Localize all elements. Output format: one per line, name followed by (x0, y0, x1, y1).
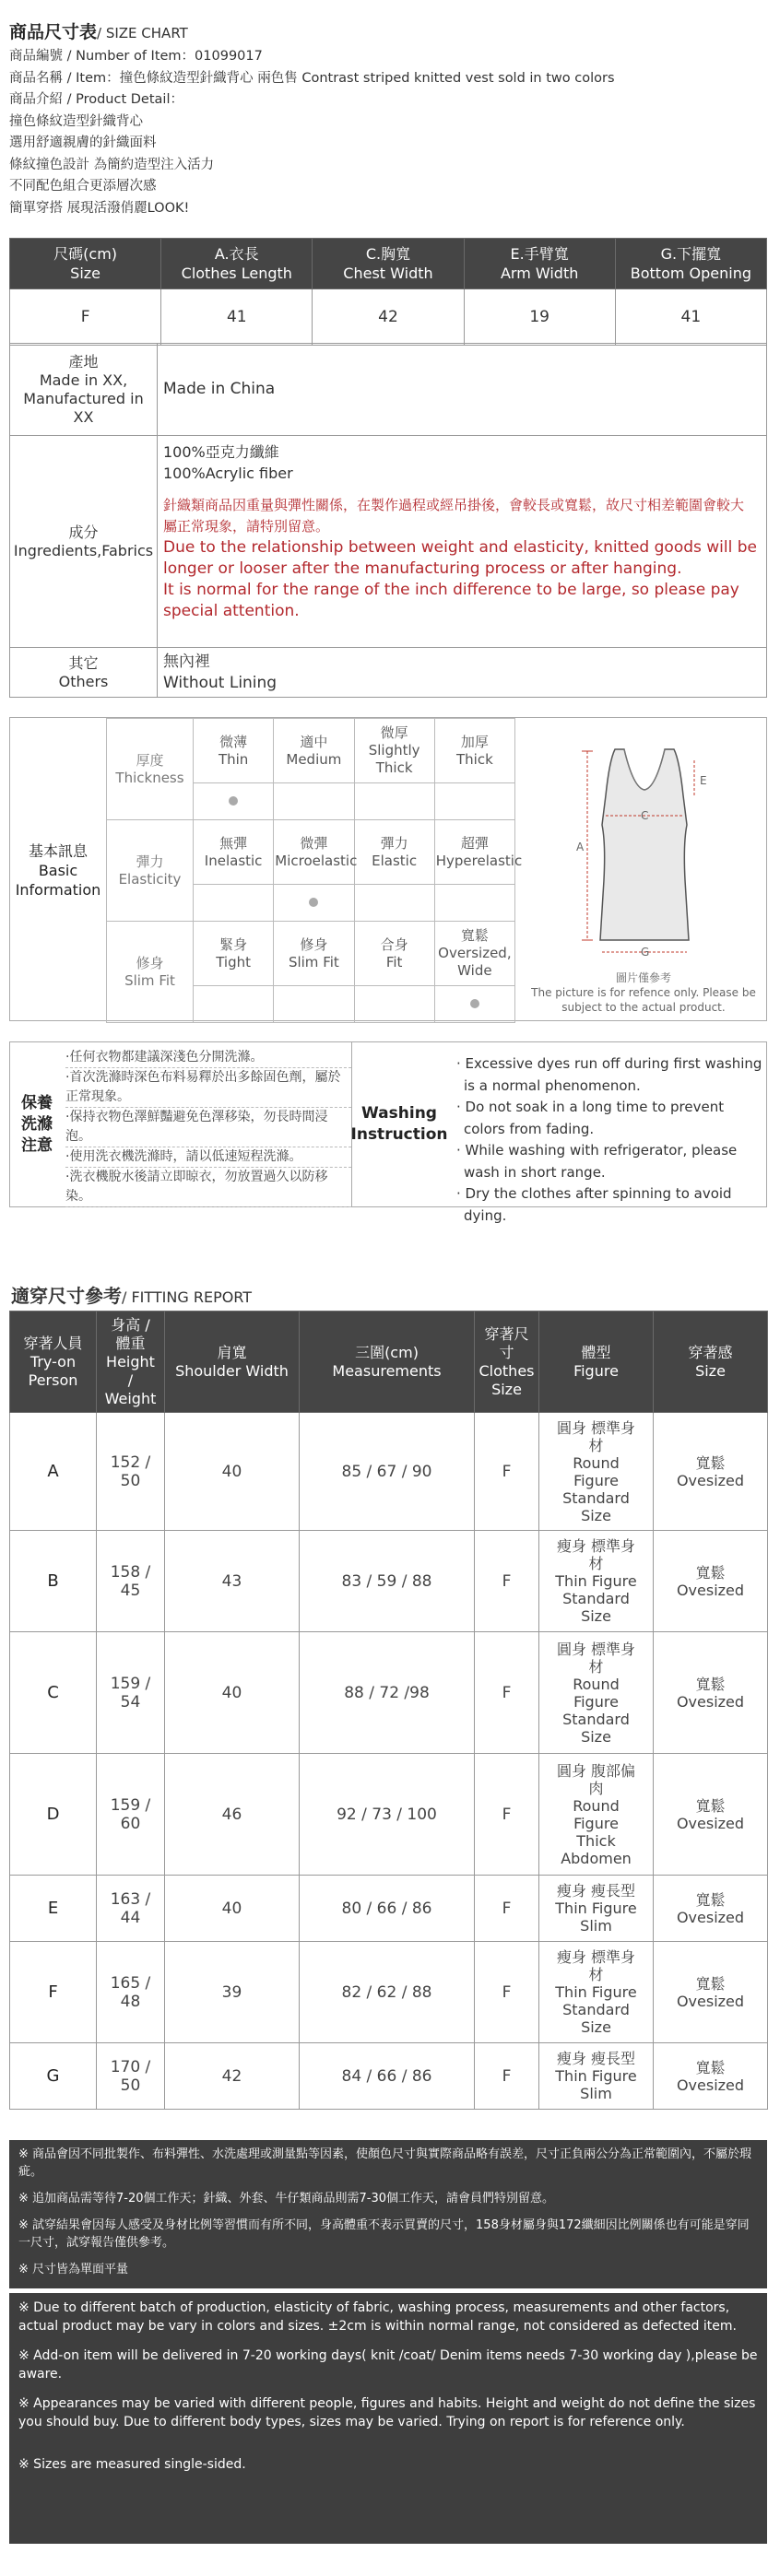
figure: 圓身 腹部偏 肉 Round Figure Thick Abdomen (539, 1754, 654, 1876)
note-en: ※ Appearances may be varied with different people, figures and habits. Height and weight do not define the sizes you should buy. Due to different body types, sizes may be varied. Trying on report is for reference only. (18, 2396, 756, 2429)
fit-feel: 寬鬆 Ovesized (654, 1754, 768, 1876)
height-weight: 152 / 50 (97, 1413, 165, 1531)
fit-feel: 寬鬆 Ovesized (654, 1876, 768, 1942)
washing-item-en: · Excessive dyes run off during first washing is a normal phenomenon. (456, 1055, 762, 1094)
elasticity-option: 微彈 Microelastic (274, 820, 354, 885)
washing-item-cn: ·洗衣機脫水後請立即晾衣，勿放置過久以防移染。 (65, 1168, 351, 1207)
note-en: ※ Add-on item will be delivered in 7-20 working days( knit /coat/ Denim items needs 7-30 working day ),please be aware. (18, 2348, 758, 2382)
origin-label: 產地 Made in XX, Manufactured in XX (10, 344, 158, 436)
figure: 瘦身 瘦長型 Thin Figure Slim (539, 1876, 654, 1942)
height-weight: 158 / 45 (97, 1531, 165, 1632)
washing-item-en: · Do not soak in a long time to prevent colors from fading. (456, 1099, 725, 1137)
size-cell: 41 (161, 289, 313, 346)
fitting-row (10, 1632, 768, 1754)
try-on-person: G (10, 2043, 97, 2110)
fitting-row (10, 1531, 768, 1632)
notes-cn-panel (9, 2140, 767, 2288)
washing-item-cn: ·保持衣物色澤鮮豔避免色澤移染，勿長時間浸泡。 (65, 1108, 351, 1147)
measurements: 80 / 66 / 86 (300, 1876, 475, 1942)
clothes-size: F (475, 1942, 539, 2043)
indicator-cell (274, 986, 354, 1023)
size-header-cell: A.衣長 Clothes Length (161, 239, 313, 289)
garment-diagram (525, 723, 762, 1017)
size-header-cell: 尺碼(cm) Size (10, 239, 161, 289)
elasticity-option: 無彈 Inelastic (194, 820, 274, 885)
diagram-label-g: G (641, 946, 650, 959)
indicator-cell (194, 986, 274, 1023)
attribute-table (9, 343, 767, 698)
fitting-row (10, 1876, 768, 1942)
product-info (9, 46, 615, 219)
size-header-row (10, 239, 767, 289)
clothes-size: F (475, 1876, 539, 1942)
measurements: 88 / 72 /98 (300, 1632, 475, 1754)
ingredients-row (10, 436, 767, 648)
info-line: 商品名稱 / Item：撞色條紋造型針織背心 兩色售 Contrast striped knitted vest sold in two colors (9, 70, 615, 86)
fit-option: 修身 Slim Fit (274, 922, 354, 986)
clothes-size: F (475, 1754, 539, 1876)
fitting-row (10, 1754, 768, 1876)
shoulder-width: 40 (165, 1632, 300, 1754)
height-weight: 165 / 48 (97, 1942, 165, 2043)
note-en: ※ Due to different batch of production, elasticity of fabric, washing process, measurements and other factors, actual product may be vary in colors and sizes. ±2cm is within normal range, not considered as defected item. (18, 2300, 737, 2334)
indicator-cell (434, 986, 514, 1023)
height-weight: 170 / 50 (97, 2043, 165, 2110)
basic-info-grid (106, 718, 523, 1023)
figure: 瘦身 標準身 材 Thin Figure Standard Size (539, 1942, 654, 2043)
note-cn: ※ 追加商品需等待7-20個工作天；針織、外套、牛仔類商品則需7-30個工作天，請會員們特別留意。 (18, 2192, 555, 2205)
figure: 瘦身 標準身 材 Thin Figure Standard Size (539, 1531, 654, 1632)
try-on-person: D (10, 1754, 97, 1876)
try-on-person: F (10, 1942, 97, 2043)
knit-note-en: Due to the relationship between weight and elasticity, knitted goods will be longer or looser after the manufacturing process or after hanging. (163, 538, 757, 578)
try-on-person: C (10, 1632, 97, 1754)
shoulder-width: 43 (165, 1531, 300, 1632)
knit-note-en: It is normal for the range of the inch difference to be large, so please pay special attention. (163, 581, 739, 620)
measurements: 83 / 59 / 88 (300, 1531, 475, 1632)
indicator-cell (354, 986, 434, 1023)
title-en: / SIZE CHART (97, 25, 188, 41)
info-line: 不同配色組合更添層次感 (9, 179, 157, 194)
measurements: 84 / 66 / 86 (300, 2043, 475, 2110)
fitting-body (10, 1413, 768, 2110)
diagram-caption: 圖片僅參考 The picture is for refence only. Please be subject to the actual product. (531, 971, 756, 1014)
fit-feel: 寬鬆 Ovesized (654, 1942, 768, 2043)
diagram-label-c: C (641, 809, 649, 822)
fitting-header-cell: 身高 / 體重 Height / Weight (97, 1312, 165, 1413)
thickness-option: 適中 Medium (274, 719, 354, 783)
fitting-table (9, 1311, 768, 2110)
indicator-cell (274, 885, 354, 922)
size-header-cell: E.手臂寬 Arm Width (464, 239, 615, 289)
height-weight: 163 / 44 (97, 1876, 165, 1942)
info-line: 撞色條紋造型針織背心 (9, 113, 143, 129)
washing-item-cn: ·使用洗衣機洗滌時，請以低速短程洗滌。 (65, 1147, 351, 1168)
others-row (10, 648, 767, 698)
figure: 圓身 標準身 材 Round Figure Standard Size (539, 1632, 654, 1754)
others-value: 無內裡 Without Lining (158, 648, 767, 698)
figure: 圓身 標準身 材 Round Figure Standard Size (539, 1413, 654, 1531)
fitting-header-cell: 肩寬 Shoulder Width (165, 1312, 300, 1413)
washing-label-cn: 保養 洗滌 注意 (21, 1093, 53, 1155)
washing-item-en: · Dry the clothes after spinning to avoid dying. (456, 1185, 732, 1224)
measurements: 82 / 62 / 88 (300, 1942, 475, 2043)
size-cell: 41 (615, 289, 766, 346)
indicator-cell (354, 885, 434, 922)
try-on-person: A (10, 1413, 97, 1531)
fitting-row (10, 1413, 768, 1531)
washing-list-cn (65, 1048, 351, 1207)
info-line: 商品介紹 / Product Detail： (9, 92, 183, 107)
try-on-person: B (10, 1531, 97, 1632)
shoulder-width: 42 (165, 2043, 300, 2110)
knit-note-cn: 針織類商品因重量與彈性關係，在製作過程或經吊掛後，會較長或寬鬆，故尺寸相差範圍會較大屬正常現象，請特別留意。 (163, 497, 745, 535)
basic-info-panel (9, 717, 767, 1021)
thickness-option: 加厚 Thick (434, 719, 514, 783)
ingredients-value: 100%亞克力纖維 100%Acrylic fiber 針織類商品因重量與彈性關係，在製作過程或經吊掛後，會較長或寬鬆，故尺寸相差範圍會較大屬正常現象，請特別留意。 Due to the relationship between weight and elasticity, knitted goods will be longer or looser after the manufacturing process or after hanging. It is normal for the range of the inch difference to be large, so please pay special attention. (158, 436, 767, 648)
height-weight: 159 / 54 (97, 1632, 165, 1754)
fitting-header-cell: 三圍(cm) Measurements (300, 1312, 475, 1413)
fitting-header-cell: 體型 Figure (539, 1312, 654, 1413)
size-cell: F (10, 289, 161, 346)
elasticity-option: 超彈 Hyperelastic (434, 820, 514, 885)
info-line: 條紋撞色設計 為簡約造型注入活力 (9, 157, 215, 172)
fit-row (107, 922, 515, 986)
washing-panel (9, 1041, 767, 1224)
note-en: ※ Sizes are measured single-sided. (18, 2457, 246, 2472)
others-label: 其它 Others (10, 648, 158, 698)
fit-label: 修身 Slim Fit (107, 922, 194, 1023)
clothes-size: F (475, 1632, 539, 1754)
indicator-cell (434, 885, 514, 922)
washing-label-en: Washing Instruction (351, 1042, 446, 1206)
fit-feel: 寬鬆 Ovesized (654, 1531, 768, 1632)
fit-feel: 寬鬆 Ovesized (654, 1632, 768, 1754)
thickness-option: 微厚 Slightly Thick (354, 719, 434, 783)
shoulder-width: 40 (165, 1413, 300, 1531)
size-cell: 42 (313, 289, 464, 346)
clothes-size: F (475, 1413, 539, 1531)
size-header-cell: G.下擺寬 Bottom Opening (615, 239, 766, 289)
indicator-cell (354, 783, 434, 820)
selected-dot-icon (229, 796, 238, 806)
ingredients-label: 成分 Ingredients,Fabrics (10, 436, 158, 648)
fit-feel: 寬鬆 Ovesized (654, 1413, 768, 1531)
indicator-cell (274, 783, 354, 820)
info-line: 選用舒適親膚的針織面料 (9, 135, 157, 150)
measurements: 85 / 67 / 90 (300, 1413, 475, 1531)
fitting-header-cell: 穿著感 Size (654, 1312, 768, 1413)
clothes-size: F (475, 2043, 539, 2110)
indicator-cell (194, 885, 274, 922)
fitting-header-cell: 穿著尺 寸 Clothes Size (475, 1312, 539, 1413)
shoulder-width: 46 (165, 1754, 300, 1876)
size-header-cell: C.胸寬 Chest Width (313, 239, 464, 289)
title-cn: 商品尺寸表 (9, 22, 98, 42)
fitting-header-row (10, 1312, 768, 1413)
measurements: 92 / 73 / 100 (300, 1754, 475, 1876)
washing-item-en: · While washing with refrigerator, please wash in short range. (456, 1142, 738, 1181)
size-value-row (10, 289, 767, 346)
note-cn: ※ 商品會因不同批製作、布料彈性、水洗處理或測量點等因素，使顏色尺寸與實際商品略有誤差，尺寸正負兩公分為正常範圍內，不屬於瑕疵。 (18, 2147, 752, 2179)
fitting-title: 適穿尺寸參考/ FITTING REPORT (11, 1285, 253, 1307)
indicator-cell (434, 783, 514, 820)
fitting-row (10, 1942, 768, 2043)
origin-value: Made in China (158, 344, 767, 436)
washing-item-cn: ·首次洗滌時深色布料易釋於出多餘固色劑，屬於正常現象。 (65, 1068, 351, 1108)
height-weight: 159 / 60 (97, 1754, 165, 1876)
fit-option: 緊身 Tight (194, 922, 274, 986)
indicator-cell (194, 783, 274, 820)
selected-dot-icon (470, 999, 479, 1008)
washing-item-cn: ·任何衣物都建議深淺色分開洗滌。 (65, 1048, 351, 1068)
basic-info-label: 基本訊息 Basic Information (15, 841, 101, 899)
try-on-person: E (10, 1876, 97, 1942)
elasticity-label: 彈力 Elasticity (107, 820, 194, 922)
selected-dot-icon (309, 898, 318, 907)
clothes-size: F (475, 1531, 539, 1632)
shoulder-width: 40 (165, 1876, 300, 1942)
note-cn: ※ 尺寸皆為單面平量 (18, 2263, 129, 2276)
thickness-row (107, 719, 515, 783)
figure: 瘦身 瘦長型 Thin Figure Slim (539, 2043, 654, 2110)
fit-option: 合身 Fit (354, 922, 434, 986)
tank-top-illustration (525, 723, 762, 965)
shoulder-width: 39 (165, 1942, 300, 2043)
origin-row (10, 344, 767, 436)
fitting-header-cell: 穿著人員 Try-on Person (10, 1312, 97, 1413)
fitting-row (10, 2043, 768, 2110)
fit-feel: 寬鬆 Ovesized (654, 2043, 768, 2110)
info-line: 商品編號 / Number of Item：01099017 (9, 49, 263, 64)
elasticity-option: 彈力 Elastic (354, 820, 434, 885)
size-cell: 19 (464, 289, 615, 346)
note-cn: ※ 試穿結果會因每人感受及身材比例等習慣而有所不同，身高體重不表示買賣的尺寸，158身材屬身與172纖細因比例關係也有可能是穿同一尺寸，試穿報告僅供參考。 (18, 2218, 750, 2250)
elasticity-row (107, 820, 515, 885)
page-title (9, 18, 188, 43)
fit-option: 寬鬆 Oversized, Wide (434, 922, 514, 986)
diagram-label-a: A (576, 841, 585, 853)
diagram-label-e: E (700, 774, 707, 787)
info-line: 簡單穿搭 展現活潑俏麗LOOK! (9, 200, 190, 216)
size-table (9, 238, 767, 346)
thickness-option: 微薄 Thin (194, 719, 274, 783)
thickness-label: 厚度 Thickness (107, 719, 194, 820)
notes-en-panel (9, 2293, 767, 2544)
washing-list-en (451, 1053, 764, 1227)
